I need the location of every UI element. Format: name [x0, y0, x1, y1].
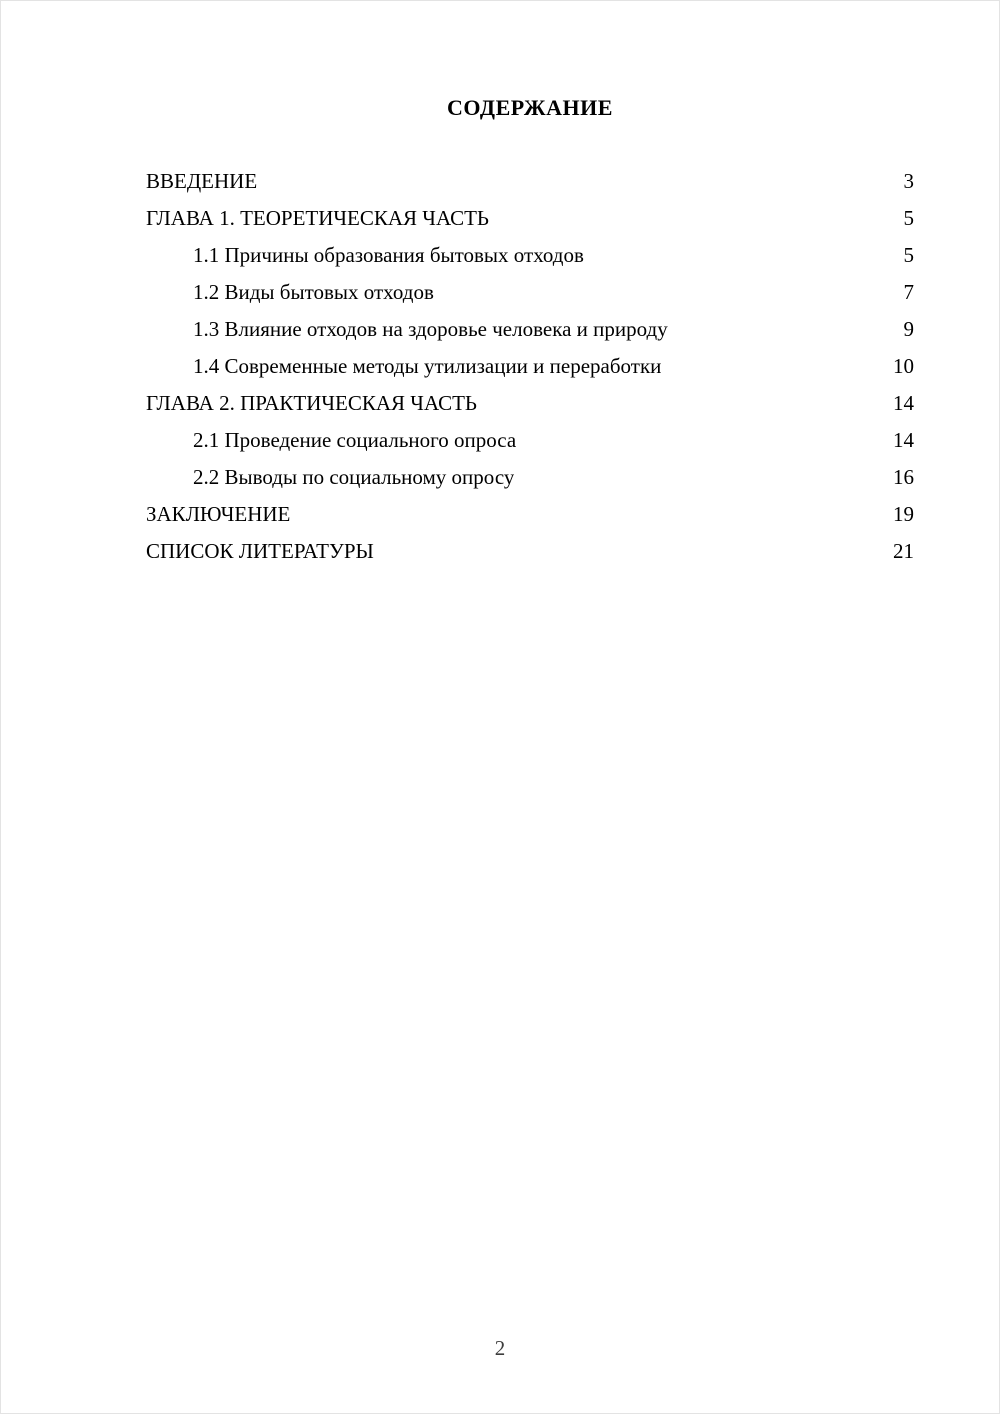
page-title: СОДЕРЖАНИЕ: [447, 95, 613, 120]
toc-entry: [146, 274, 914, 311]
toc-entry: [146, 163, 914, 200]
page-number-footer: 2: [494, 1336, 506, 1360]
toc-entry-label: 2.1 Проведение социального опроса: [193, 428, 517, 452]
toc-entry-label: СПИСОК ЛИТЕРАТУРЫ: [146, 539, 374, 563]
toc-entry-page: 5: [903, 206, 914, 230]
toc-entry-label: 1.4 Современные методы утилизации и переработки: [193, 354, 662, 378]
toc-entry-page: 16: [893, 465, 914, 489]
toc-entry-label: ГЛАВА 1. ТЕОРЕТИЧЕСКАЯ ЧАСТЬ: [146, 206, 489, 230]
toc-entry: [146, 422, 914, 459]
toc-entry-page: 14: [893, 428, 914, 452]
toc-entry-page: 9: [903, 317, 914, 341]
toc-entry-label: 2.2 Выводы по социальному опросу: [193, 465, 515, 489]
toc-entry-label: ЗАКЛЮЧЕНИЕ: [146, 502, 291, 526]
toc-entry: [146, 533, 914, 570]
toc-entry-label: ВВЕДЕНИЕ: [146, 169, 258, 193]
toc-entry: [146, 237, 914, 274]
toc-entry: [146, 200, 914, 237]
toc-entry-label: ГЛАВА 2. ПРАКТИЧЕСКАЯ ЧАСТЬ: [146, 391, 477, 415]
toc-entry-page: 3: [903, 169, 914, 193]
toc-entry-page: 5: [903, 243, 914, 267]
toc-entry: [146, 385, 914, 422]
toc-entry-page: 14: [893, 391, 914, 415]
toc-entry-label: 1.1 Причины образования бытовых отходов: [193, 243, 584, 267]
toc-entry: [146, 459, 914, 496]
toc-entry-label: 1.3 Влияние отходов на здоровье человека и природу: [193, 317, 668, 341]
toc-entry: [146, 496, 914, 533]
toc-entry-label: 1.2 Виды бытовых отходов: [193, 280, 434, 304]
toc-entry-page: 21: [893, 539, 914, 563]
table-of-contents: [146, 163, 914, 570]
toc-entry: [146, 311, 914, 348]
toc-entry: [146, 348, 914, 385]
toc-entry-page: 10: [893, 354, 914, 378]
toc-entry-page: 7: [903, 280, 914, 304]
toc-entry-page: 19: [893, 502, 914, 526]
